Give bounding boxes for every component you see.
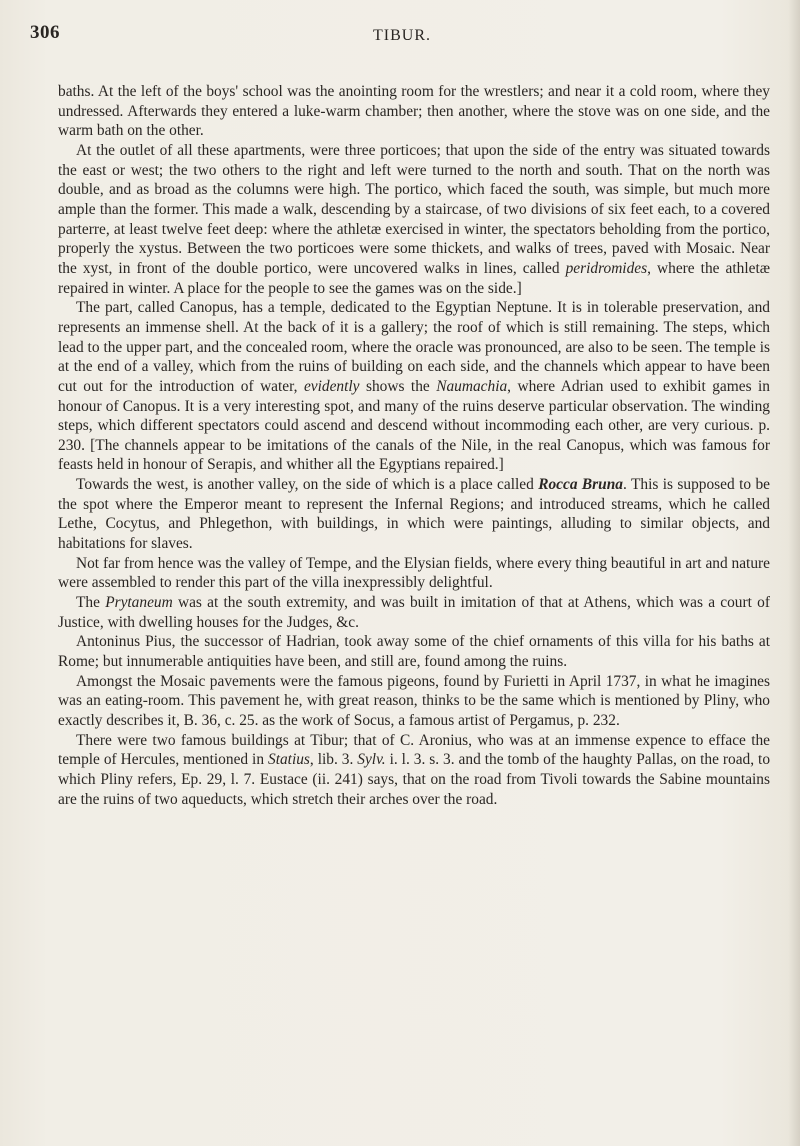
text-run: Not far from hence was the valley of Tempe, and the Elysian fields, where every thing beautiful in art and nature were assembled to render this part of the villa inexpressibly delightful. bbox=[58, 554, 770, 592]
body-text bbox=[58, 82, 770, 809]
page-number: 306 bbox=[30, 22, 60, 43]
text-run: Amongst the Mosaic pavements were the famous pigeons, found by Furietti in April 1737, in what he imagines was an eating-room. This pavement he, with great reason, thinks to be the same which is mentioned by Pliny, who exactly describes it, B. 36, c. 25. as the work of Socus, a famous artist of Pergamus, p. 232. bbox=[58, 672, 770, 729]
text-run: The bbox=[76, 594, 106, 612]
italic-text: Sylv. bbox=[357, 751, 386, 769]
text-run: There were two famous buildings at Tibur; that of C. Aronius, who was at an immense expence to efface the temple of Hercules, mentioned in bbox=[58, 731, 770, 769]
text-run: , where Adrian used to exhibit games in honour of Canopus. It is a very interesting spot, and many of the ruins deserve particular observation. The winding steps, which different spectators could ascend and descend without incommoding each other, are very curious. p. 230. [The channels appear to be imitations of the canals of the Nile, in the real Canopus, which was famous for feasts held in honour of Serapis, and whither all the Egyptians repaired.] bbox=[58, 377, 770, 474]
paragraph bbox=[58, 141, 770, 298]
text-run: At the outlet of all these apartments, were three porticoes; that upon the side of the entry was situated towards the east or west; the two others to the right and left were turned to the north and south. That on the north was double, and as broad as the columns were high. The portico, which faced the south, was simple, but much more ample than the former. This made a walk, descending by a staircase, of two divisions of six feet each, to a covered parterre, at least twelve feet deep: where the athletæ exercised in winter, the spectators beholding from the portico, properly the xystus. Between the two porticoes were some thickets, and walks of trees, paved with Mosaic. Near the xyst, in front of the double portico, were uncovered walks in lines, called bbox=[58, 141, 770, 277]
page-edge-shadow bbox=[788, 0, 800, 1146]
italic-text: Naumachia bbox=[436, 377, 508, 395]
text-run: shows the bbox=[359, 377, 437, 395]
text-run: Towards the west, is another valley, on the side of which is a place called bbox=[76, 476, 539, 494]
running-head: TIBUR. bbox=[373, 27, 431, 44]
paragraph bbox=[58, 632, 770, 671]
text-run: , where the athletæ repaired in winter. A place for the people to see the games was on the side.] bbox=[58, 259, 771, 297]
bold-italic-text-inner: Rocca Bruna bbox=[538, 476, 623, 494]
text-run: , lib. 3. bbox=[309, 751, 358, 769]
paragraph bbox=[58, 731, 770, 810]
italic-text: evidently bbox=[303, 377, 360, 395]
paragraph bbox=[58, 475, 770, 554]
text-run: i. l. 3. s. 3. and the tomb of the haughty Pallas, on the road, to which Pliny refers, Ep. 29, l. 7. Eustace (ii. 241) says, that on the road from Tivoli towards the Sabine mountains are the ruins of two aqueducts, which stretch their arches over the road. bbox=[58, 751, 771, 808]
text-run: . This is supposed to be the spot where the Emperor meant to represent the Infernal Regions; and introduced streams, which he called Lethe, Cocytus, and Phlegethon, with buildings, in which were paintings, alluding to similar objects, and habitations for slaves. bbox=[58, 476, 770, 553]
paragraph bbox=[58, 82, 770, 141]
paragraph bbox=[58, 554, 770, 593]
text-run: was at the south extremity, and was built in imitation of that at Athens, which was a court of Justice, with dwelling houses for the Judges, &c. bbox=[58, 594, 770, 631]
italic-text: Prytaneum bbox=[105, 594, 173, 612]
paragraph bbox=[58, 672, 770, 731]
bold-italic-text bbox=[538, 476, 623, 493]
italic-text: peridromides bbox=[565, 259, 648, 277]
italic-text: Statius bbox=[268, 751, 310, 769]
text-run: Antoninus Pius, the successor of Hadrian, took away some of the chief ornaments of this villa for his baths at Rome; but innumerable antiquities have been, and still are, found among the ruins. bbox=[58, 633, 770, 671]
paragraph bbox=[58, 298, 770, 475]
text-run: baths. At the left of the boys' school was the anointing room for the wrestlers; and near it a cold room, where they undressed. Afterwards they entered a luke-warm chamber; then another, where the stove was on one side, and the warm bath on the other. bbox=[58, 83, 770, 140]
paragraph bbox=[58, 593, 770, 632]
text-run: The part, called Canopus, has a temple, dedicated to the Egyptian Neptune. It is in tolerable preservation, and represents an immense shell. At the back of it is a gallery; the roof of which is still remaining. The steps, which lead to the upper part, and the concealed room, where the oracle was pronounced, are also to be seen. The temple is at the end of a valley, which from the ruins of building on each side, and the channels which appear to have been cut out for the introduction of water, bbox=[58, 299, 770, 395]
